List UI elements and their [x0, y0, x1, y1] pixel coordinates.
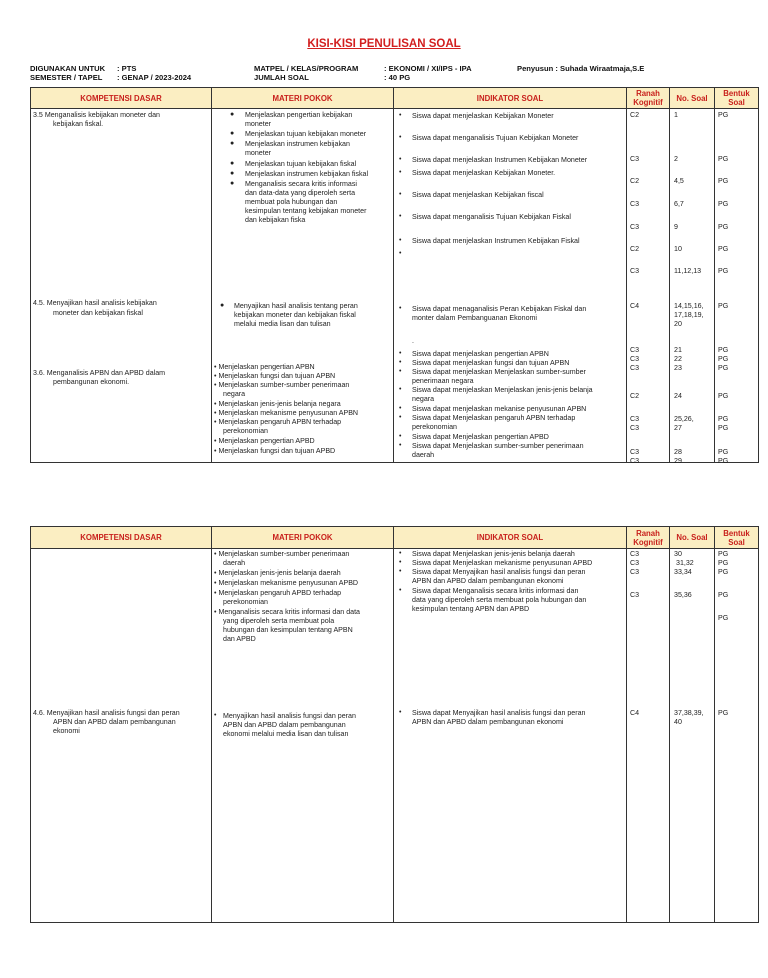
ranah-value: C3: [630, 355, 640, 363]
bullet-icon: ●: [230, 140, 235, 147]
materi-line: moneter: [245, 120, 272, 128]
bentuk-value: PG: [718, 302, 729, 310]
bullet-icon: •: [399, 568, 402, 575]
indikator-line: Siswa dapat Menjelaskan mekanisme penyusunan APBD: [412, 559, 593, 567]
bentuk-value: PG: [718, 223, 729, 231]
nosoal-value: 21: [674, 346, 682, 354]
nosoal-value: 27: [674, 424, 682, 432]
materi-line: kebijakan moneter dan kebijakan fiskal: [234, 311, 356, 319]
bentuk-value: PG: [718, 448, 729, 456]
bentuk-value: PG: [718, 457, 729, 465]
nosoal-value: 31,32: [676, 559, 694, 567]
bentuk-value: PG: [718, 415, 729, 423]
materi-line: • Menjelaskan pengertian APBD: [214, 437, 315, 445]
kd-line: APBN dan APBD dalam pembangunan: [53, 718, 176, 726]
dot-icon: .: [412, 338, 414, 345]
matpel-value: : EKONOMI / XI/IPS - IPA: [384, 64, 472, 73]
indikator-line: kesimpulan tentang APBN dan APBD: [412, 605, 530, 613]
nosoal-value: 33,34: [674, 568, 692, 576]
materi-line: Menyajikan hasil analisis tentang peran: [234, 302, 358, 310]
indikator-line: Siswa dapat menjelaskan Instrumen Kebijakan Moneter: [412, 156, 588, 164]
header-no-soal: No. Soal: [670, 88, 715, 109]
nosoal-value: 40: [674, 718, 682, 726]
ranah-value: C3: [630, 448, 640, 456]
materi-line: • Menjelaskan pengertian APBN: [214, 363, 315, 371]
indikator-line: Siswa dapat Menjelaskan pengaruh APBN terhadap: [412, 414, 576, 422]
nosoal-value: 17,18,19,: [674, 311, 704, 319]
indikator-line: APBN dan APBD dalam pembangunan ekonomi: [412, 577, 564, 585]
bentuk-value: PG: [718, 591, 729, 599]
nosoal-value: 30: [674, 550, 682, 558]
nosoal-value: 25,26,: [674, 415, 694, 423]
indikator-line: Siswa dapat menjelaskan Menjelaskan jenis-jenis belanja: [412, 386, 593, 394]
nosoal-value: 37,38,39,: [674, 709, 704, 717]
indikator-line: Siswa dapat Menjelaskan pengertian APBD: [412, 433, 549, 441]
indikator-line: Siswa dapat Menyajikan hasil analisis fungsi dan peran: [412, 568, 586, 576]
kd-line: 3.6. Menganalisis APBN dan APBD dalam: [33, 369, 166, 377]
bullet-icon: •: [399, 368, 402, 375]
table-row: [31, 549, 759, 923]
ranah-value: C2: [630, 392, 640, 400]
indikator-line: Siswa dapat menjelaskan fungsi dan tujuan APBN: [412, 359, 570, 367]
ranah-value: C3: [630, 559, 640, 567]
bullet-icon: •: [399, 414, 402, 421]
indikator-line: APBN dan APBD dalam pembangunan ekonomi: [412, 718, 564, 726]
kd-line: pembangunan ekonomi.: [53, 378, 130, 386]
bullet-icon: ●: [230, 160, 235, 167]
bentuk-value: PG: [718, 155, 729, 163]
bullet-icon: •: [399, 587, 402, 594]
header-kompetensi-dasar: KOMPETENSI DASAR: [31, 88, 212, 109]
bullet-icon: ●: [230, 130, 235, 137]
header-materi-pokok: MATERI POKOK: [212, 527, 394, 549]
materi-line: hubungan dan kesimpulan tentang APBN: [223, 626, 353, 634]
nosoal-value: 22: [674, 355, 682, 363]
ranah-value: C3: [630, 457, 640, 465]
materi-line: Menjelaskan instrumen kebijakan fiskal: [245, 170, 369, 178]
indikator-cell: [394, 109, 626, 462]
header-materi-pokok: MATERI POKOK: [212, 88, 394, 109]
bullet-icon: •: [399, 305, 402, 312]
nosoal-value: 35,36: [674, 591, 692, 599]
materi-cell: [212, 109, 393, 462]
materi-line: • Menjelaskan pengaruh APBD terhadap: [214, 589, 342, 597]
header-ranah-kognitif: Ranah Kognitif: [627, 527, 670, 549]
header-bentuk-soal: Bentuk Soal: [715, 88, 759, 109]
materi-line: • Menjelaskan mekanisme penyusunan APBN: [214, 409, 359, 417]
bullet-icon: •: [399, 550, 402, 557]
materi-line: melalui media lisan dan tulisan: [234, 320, 331, 328]
bullet-icon: •: [399, 156, 402, 163]
kisi-table-1: [30, 87, 759, 463]
nosoal-value: 11,12,13: [674, 267, 702, 275]
jumlah-label: JUMLAH SOAL: [254, 73, 309, 82]
materi-line: ekonomi melalui media lisan dan tulisan: [223, 730, 349, 738]
ranah-value: C3: [630, 200, 640, 208]
ranah-cell: [627, 109, 669, 465]
kd-line: ekonomi: [53, 727, 80, 735]
kd-line: 4.5. Menyajikan hasil analisis kebijakan: [33, 299, 157, 307]
materi-line: Menjelaskan pengertian kebijakan: [245, 111, 353, 119]
table-header-row: [31, 88, 759, 109]
nosoal-value: 6,7: [674, 200, 684, 208]
indikator-line: Siswa dapat Menyajikan hasil analisis fungsi dan peran: [412, 709, 586, 717]
materi-line: • Menjelaskan sumber-sumber penerimaan: [214, 381, 350, 389]
bentuk-value: PG: [718, 550, 729, 558]
bentuk-value: PG: [718, 568, 729, 576]
materi-line: • Menjelaskan mekanisme penyusunan APBD: [214, 579, 359, 587]
ranah-value: C4: [630, 302, 640, 310]
bullet-icon: •: [399, 442, 402, 449]
kd-line: kebijakan fiskal.: [53, 120, 104, 128]
bullet-icon: •: [399, 386, 402, 393]
ranah-value: C3: [630, 155, 640, 163]
nosoal-value: 28: [674, 448, 682, 456]
bullet-icon: ●: [230, 170, 235, 177]
header-bentuk-soal: Bentuk Soal: [715, 527, 759, 549]
ranah-value: C3: [630, 346, 640, 354]
nosoal-cell: [670, 549, 714, 922]
materi-line: membuat pola hubungan dan: [245, 198, 338, 206]
bullet-icon: •: [399, 250, 402, 257]
bentuk-cell: [715, 109, 758, 465]
indikator-line: Siswa dapat menaganalisis Peran Kebijakan Fiskal dan: [412, 305, 587, 313]
bentuk-value: PG: [718, 177, 729, 185]
nosoal-value: 9: [674, 223, 678, 231]
header-kompetensi-dasar: KOMPETENSI DASAR: [31, 527, 212, 549]
bullet-icon: •: [399, 213, 402, 220]
kd-line: moneter dan kebijakan fiskal: [53, 309, 143, 317]
materi-line: Menjelaskan instrumen kebijakan: [245, 140, 350, 148]
bentuk-value: PG: [718, 267, 729, 275]
materi-line: • Menjelaskan fungsi dan tujuan APBN: [214, 372, 336, 380]
ranah-value: C3: [630, 364, 640, 372]
nosoal-value: 4,5: [674, 177, 684, 185]
bentuk-value: PG: [718, 559, 729, 567]
table-header-row: [31, 527, 759, 549]
indikator-line: Siswa dapat menganalisis Tujuan Kebijakan Moneter: [412, 134, 579, 142]
nosoal-value: 20: [674, 320, 682, 328]
header-indikator-soal: INDIKATOR SOAL: [394, 527, 627, 549]
ranah-value: C3: [630, 550, 640, 558]
materi-line: Menyajikan hasil analisis fungsi dan peran: [223, 712, 356, 720]
bentuk-value: PG: [718, 355, 729, 363]
indikator-line: data yang diperoleh serta membuat pola hubungan dan: [412, 596, 587, 604]
nosoal-value: 10: [674, 245, 682, 253]
materi-line: yang diperoleh serta membuat pola: [223, 617, 335, 625]
bentuk-value: PG: [718, 392, 729, 400]
materi-line: dan kebijakan fiska: [245, 216, 306, 224]
materi-line: perekonomian: [223, 598, 268, 606]
bullet-icon: •: [399, 559, 402, 566]
bullet-icon: ●: [220, 302, 225, 309]
bullet-icon: •: [399, 709, 402, 716]
bullet-icon: •: [399, 112, 402, 119]
materi-line: kesimpulan tentang kebijakan moneter: [245, 207, 367, 215]
bullet-icon: •: [399, 433, 402, 440]
indikator-line: Siswa dapat menjelaskan pengertian APBN: [412, 350, 549, 358]
bentuk-value: PG: [718, 364, 729, 372]
materi-line: • Menganalisis secara kritis informasi dan data: [214, 608, 361, 616]
ranah-value: C2: [630, 177, 640, 185]
ranah-value: C4: [630, 709, 640, 717]
nosoal-value: 2: [674, 155, 678, 163]
indikator-line: perekonomian: [412, 423, 457, 431]
indikator-line: Siswa dapat menjelaskan Kebijakan fiscal: [412, 191, 544, 199]
semester-value: : GENAP / 2023-2024: [117, 73, 192, 82]
materi-line: Menganalisis secara kritis informasi: [245, 180, 357, 188]
ranah-value: C2: [630, 245, 640, 253]
indikator-line: negara: [412, 395, 435, 403]
materi-line: Menjelaskan tujuan kebijakan moneter: [245, 130, 367, 138]
semester-label: SEMESTER / TAPEL: [30, 73, 103, 82]
bentuk-value: PG: [718, 245, 729, 253]
materi-line: • Menjelaskan sumber-sumber penerimaan: [214, 550, 350, 558]
ranah-value: C3: [630, 591, 640, 599]
digunakan-label: DIGUNAKAN UNTUK: [30, 64, 106, 73]
ranah-value: C3: [630, 415, 640, 423]
indikator-line: Siswa dapat menjelaskan mekanise penyusunan APBN: [412, 405, 587, 413]
indikator-line: Siswa dapat menganalisis Tujuan Kebijakan Fiskal: [412, 213, 571, 221]
bentuk-value: PG: [718, 346, 729, 354]
materi-line: negara: [223, 390, 246, 398]
ranah-value: C3: [630, 267, 640, 275]
nosoal-value: 23: [674, 364, 682, 372]
table-row: [31, 109, 759, 463]
indikator-line: penerimaan negara: [412, 377, 474, 385]
bentuk-value: PG: [718, 614, 729, 622]
bullet-icon: •: [399, 237, 402, 244]
materi-cell: [212, 549, 393, 922]
bullet-icon: •: [399, 169, 402, 176]
materi-line: daerah: [223, 559, 246, 567]
ranah-value: C3: [630, 223, 640, 231]
indikator-line: Siswa dapat menjelaskan Instrumen Kebijakan Fiskal: [412, 237, 580, 245]
indikator-line: Siswa dapat Menganalisis secara kritis informasi dan: [412, 587, 579, 595]
bentuk-value: PG: [718, 200, 729, 208]
nosoal-value: 29: [674, 457, 682, 465]
document-title: KISI-KISI PENULISAN SOAL: [307, 38, 461, 50]
nosoal-value: 24: [674, 392, 682, 400]
header-indikator-soal: INDIKATOR SOAL: [394, 88, 627, 109]
kd-line: 3.5 Menganalisis kebijakan moneter dan: [33, 111, 160, 119]
kd-cell: [31, 109, 211, 462]
kisi-table-2: [30, 526, 759, 923]
materi-line: • Menjelaskan fungsi dan tujuan APBD: [214, 447, 336, 455]
bullet-icon: ●: [230, 111, 235, 118]
materi-line: moneter: [245, 149, 272, 157]
indikator-line: Siswa dapat menjelaskan Kebijakan Moneter: [412, 112, 554, 120]
nosoal-value: 14,15,16,: [674, 302, 704, 310]
materi-line: dan APBD: [223, 635, 256, 643]
bullet-icon: •: [399, 350, 402, 357]
ranah-value: C2: [630, 111, 640, 119]
materi-line: APBN dan APBD dalam pembangunan: [223, 721, 346, 729]
materi-line: • Menjelaskan jenis-jenis belanja negara: [214, 400, 341, 408]
indikator-line: Siswa dapat menjelaskan Kebijakan Moneter.: [412, 169, 556, 177]
matpel-label: MATPEL / KELAS/PROGRAM: [254, 64, 359, 73]
materi-line: • Menjelaskan jenis-jenis belanja daerah: [214, 569, 341, 577]
bentuk-cell: [715, 549, 758, 922]
indikator-line: daerah: [412, 451, 435, 459]
ranah-cell: [627, 549, 669, 922]
materi-line: dan data-data yang diperoleh serta: [245, 189, 356, 197]
bullet-icon: •: [399, 359, 402, 366]
nosoal-value: 1: [674, 111, 678, 119]
bullet-icon: •: [214, 712, 217, 719]
indikator-line: Siswa dapat menjelaskan Menjelaskan sumber-sumber: [412, 368, 586, 376]
materi-line: • Menjelaskan pengaruh APBN terhadap: [214, 418, 342, 426]
indikator-cell: [394, 549, 626, 922]
jumlah-value: : 40 PG: [384, 73, 411, 82]
bullet-icon: ●: [230, 180, 235, 187]
header-ranah-kognitif: Ranah Kognitif: [627, 88, 670, 109]
ranah-value: C3: [630, 424, 640, 432]
bentuk-value: PG: [718, 111, 729, 119]
bullet-icon: •: [399, 134, 402, 141]
bullet-icon: •: [399, 405, 402, 412]
bentuk-value: PG: [718, 424, 729, 432]
ranah-value: C3: [630, 568, 640, 576]
bentuk-value: PG: [718, 709, 729, 717]
nosoal-cell: [670, 109, 714, 465]
materi-line: Menjelaskan tujuan kebijakan fiskal: [245, 160, 357, 168]
indikator-line: Siswa dapat Menjelaskan sumber-sumber penerimaan: [412, 442, 584, 450]
indikator-line: monter dalam Pembanguanan Ekonomi: [412, 314, 538, 322]
materi-line: perekonomian: [223, 427, 268, 435]
kd-cell: [31, 549, 211, 922]
header-no-soal: No. Soal: [670, 527, 715, 549]
bullet-icon: •: [399, 191, 402, 198]
digunakan-value: : PTS: [117, 64, 137, 73]
indikator-line: Siswa dapat Menjelaskan jenis-jenis belanja daerah: [412, 550, 575, 558]
kd-line: 4.6. Menyajikan hasil analisis fungsi dan peran: [33, 709, 180, 717]
penyusun: Penyusun : Suhada Wiraatmaja,S.E: [517, 64, 645, 73]
